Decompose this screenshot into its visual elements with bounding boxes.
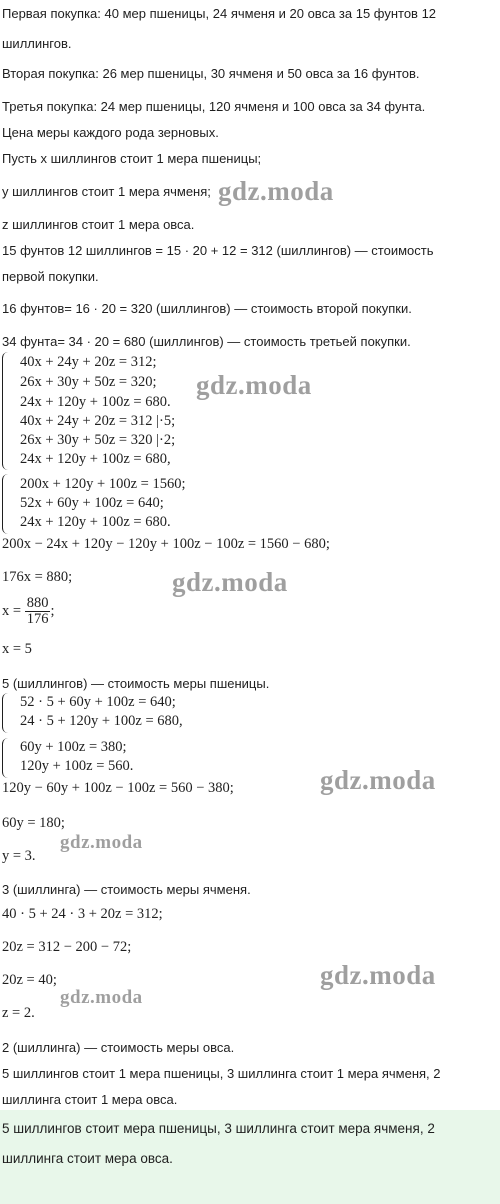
oats-price-line: 2 (шиллинга) — стоимость меры овса. [2, 1040, 235, 1055]
purchase1-cost-line-cont: первой покупки. [2, 269, 99, 284]
system-equation: 60y + 100z = 380; [20, 739, 127, 755]
purchase1-cost-line: 15 фунтов 12 шиллингов = 15 · 20 + 12 = 312 (шиллингов) — стоимость [2, 243, 434, 258]
substitution-line: 40 · 5 + 24 · 3 + 20z = 312; [2, 906, 163, 922]
purchase2-cost-line: 16 фунтов= 16 · 20 = 320 (шиллингов) — стоимость второй покупки. [2, 301, 412, 316]
brace-icon [2, 474, 13, 534]
watermark-logo: gdz.moda [320, 960, 436, 990]
let-y-line: y шиллингов стоит 1 мера ячменя; [2, 184, 211, 199]
watermark-logo: gdz.moda [196, 370, 312, 400]
watermark-logo: gdz.moda [60, 987, 143, 1008]
system-equation: 40x + 24y + 20z = 312; [20, 354, 157, 370]
system-equation: 52 · 5 + 60y + 100z = 640; [20, 694, 176, 710]
fraction-numerator: 880 [26, 595, 49, 611]
problem-line-3: Вторая покупка: 26 мер пшеницы, 30 ячменя и 50 овса за 16 фунтов. [2, 66, 420, 81]
equation-20z-40: 20z = 40; [2, 972, 57, 988]
summary-line-1: 5 шиллингов стоит 1 мера пшеницы, 3 шиллинга стоит 1 мера ячменя, 2 [2, 1066, 441, 1081]
y-result: y = 3. [2, 848, 36, 864]
x-result: x = 5 [2, 641, 32, 657]
fraction-end: ; [50, 603, 55, 620]
system-equation: 200x + 120y + 100z = 1560; [20, 476, 186, 492]
answer-line-1: 5 шиллингов стоит мера пшеницы, 3 шиллинга стоит мера ячменя, 2 [2, 1121, 435, 1136]
purchase3-cost-line: 34 фунта= 34 · 20 = 680 (шиллингов) — стоимость третьей покупки. [2, 334, 411, 349]
system-equation: 26x + 30y + 50z = 320; [20, 374, 157, 390]
watermark-logo: gdz.moda [172, 567, 288, 597]
answer-box [0, 1110, 500, 1204]
problem-line-1: Первая покупка: 40 мер пшеницы, 24 ячменя и 20 овса за 15 фунтов 12 [2, 6, 437, 21]
fraction-denominator: 176 [26, 611, 49, 628]
let-z-line: z шиллингов стоит 1 мера овса. [2, 217, 195, 232]
fraction-line [2, 596, 54, 627]
problem-line-2: шиллингов. [2, 36, 72, 51]
equation-system-2 [2, 474, 262, 534]
equation-60y: 60y = 180; [2, 815, 65, 831]
brace-icon [2, 738, 13, 778]
equation-20z: 20z = 312 − 200 − 72; [2, 939, 132, 955]
watermark-logo: gdz.moda [60, 832, 143, 853]
summary-line-2: шиллинга стоит 1 мера овса. [2, 1092, 178, 1107]
let-x-line: Пусть x шиллингов стоит 1 мера пшеницы; [2, 151, 262, 166]
subtraction-line: 200x − 24x + 120y − 120y + 100z − 100z = 1560 − 680; [2, 536, 330, 552]
system-equation: 24x + 120y + 100z = 680, [20, 451, 171, 467]
problem-line-4: Третья покупка: 24 мер пшеницы, 120 ячменя и 100 овса за 34 фунта. [2, 99, 426, 114]
system-equation: 40x + 24y + 20z = 312 |·5; [20, 413, 176, 429]
answer-line-2: шиллинга стоит мера овса. [2, 1151, 173, 1166]
fraction-lhs: x = [2, 603, 22, 620]
watermark-logo: gdz.moda [218, 176, 334, 206]
z-result: z = 2. [2, 1005, 35, 1021]
equation-176x: 176x = 880; [2, 569, 73, 585]
equation-system-4 [2, 738, 202, 778]
system-equation: 24x + 120y + 100z = 680. [20, 514, 171, 530]
watermark-logo: gdz.moda [320, 765, 436, 795]
brace-icon [2, 693, 13, 733]
question-line: Цена меры каждого рода зерновых. [2, 125, 219, 140]
system-equation: 24 · 5 + 120y + 100z = 680, [20, 713, 183, 729]
brace-icon [2, 352, 13, 470]
system-equation: 26x + 30y + 50z = 320 |·2; [20, 432, 176, 448]
subtraction-line-2: 120y − 60y + 100z − 100z = 560 − 380; [2, 780, 234, 796]
system-equation: 52x + 60y + 100z = 640; [20, 495, 164, 511]
barley-price-line: 3 (шиллинга) — стоимость меры ячменя. [2, 882, 251, 897]
equation-system-3 [2, 693, 262, 733]
wheat-price-line: 5 (шиллингов) — стоимость меры пшеницы. [2, 676, 270, 691]
system-equation: 24x + 120y + 100z = 680. [20, 394, 171, 410]
fraction [25, 596, 51, 627]
system-equation: 120y + 100z = 560. [20, 758, 134, 774]
